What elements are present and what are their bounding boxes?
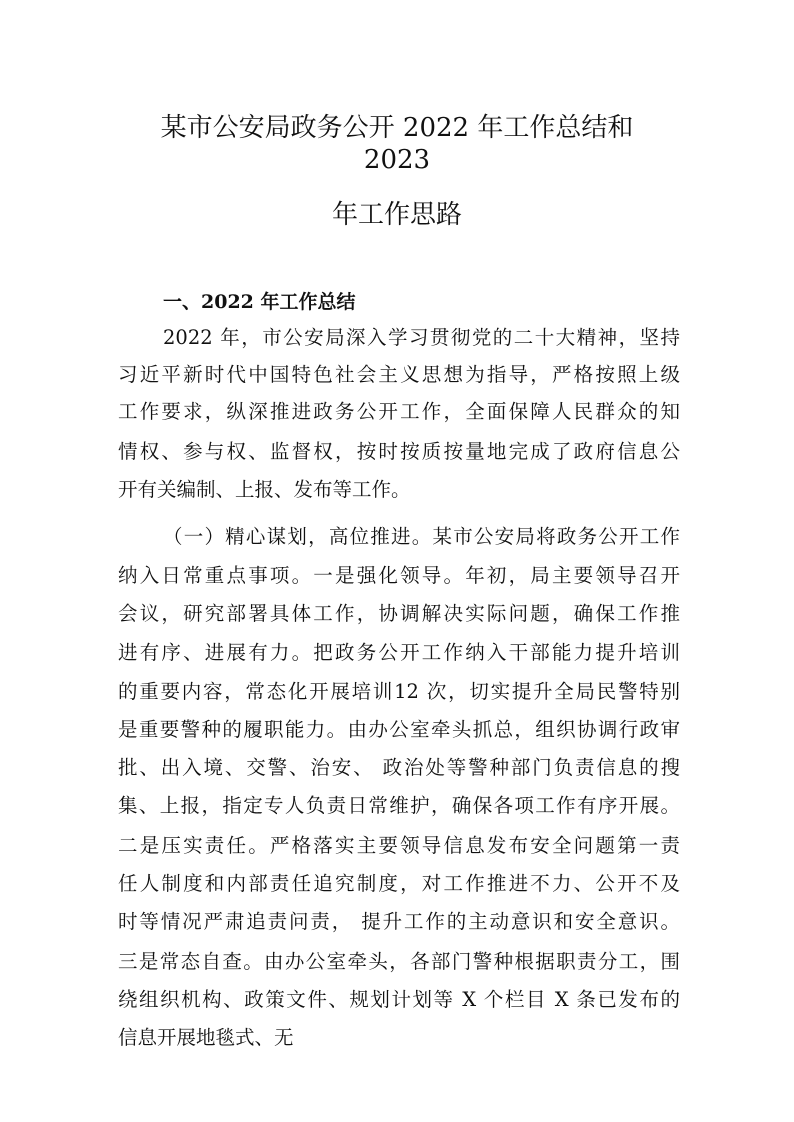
- doc-title-line2: 2023: [363, 145, 431, 175]
- para-line: 开有关编制、上报、发布等工作。: [118, 478, 411, 501]
- para-line: 批、出入境、交警、治安、 政治处等警种部门负责信息的搜: [118, 756, 680, 779]
- para-line: 会议，研究部署具体工作，协调解决实际问题，确保工作推: [118, 602, 680, 625]
- doc-title-line3: 年工作思路: [331, 200, 462, 230]
- section-heading: 一、2022 年工作总结: [163, 291, 356, 313]
- para-line: 是重要警种的履职能力。由办公室牵头抓总，组织协调行政审: [118, 718, 680, 741]
- para-line: 时等情况严肃追责问责， 提升工作的主动意识和安全意识。: [118, 910, 680, 933]
- para-line: 集、上报，指定专人负责日常维护，确保各项工作有序开展。: [118, 794, 680, 817]
- para-line: 信息开展地毯式、无: [118, 1026, 294, 1049]
- para-line: 情权、参与权、监督权，按时按质按量地完成了政府信息公: [118, 440, 680, 463]
- para-line: 二是压实责任。严格落实主要领导信息发布安全问题第一责: [118, 834, 680, 857]
- para-line: 工作要求，纵深推进政务公开工作，全面保障人民群众的知: [118, 400, 680, 423]
- para-line: 进有序、进展有力。把政务公开工作纳入干部能力提升培训: [118, 641, 680, 664]
- para-line: 三是常态自查。由办公室牵头，各部门警种根据职责分工，围: [118, 950, 680, 973]
- para-line: 绕组织机构、政策文件、规划计划等 X 个栏目 X 条已发布的: [118, 988, 680, 1011]
- para-line: 任人制度和内部责任追究制度，对工作推进不力、公开不及: [118, 872, 680, 895]
- para-line: 习近平新时代中国特色社会主义思想为指导，严格按照上级: [118, 363, 680, 386]
- para-line: （一）精心谋划，高位推进。某市公安局将政务公开工作: [163, 525, 680, 548]
- para-line: 的重要内容，常态化开展培训12 次，切实提升全局民警特别: [118, 680, 680, 703]
- doc-title-line1: 某市公安局政务公开 2022 年工作总结和: [160, 113, 634, 143]
- para-line: 纳入日常重点事项。一是强化领导。年初，局主要领导召开: [118, 564, 680, 587]
- para-line: 2022 年，市公安局深入学习贯彻党的二十大精神，坚持: [163, 326, 680, 349]
